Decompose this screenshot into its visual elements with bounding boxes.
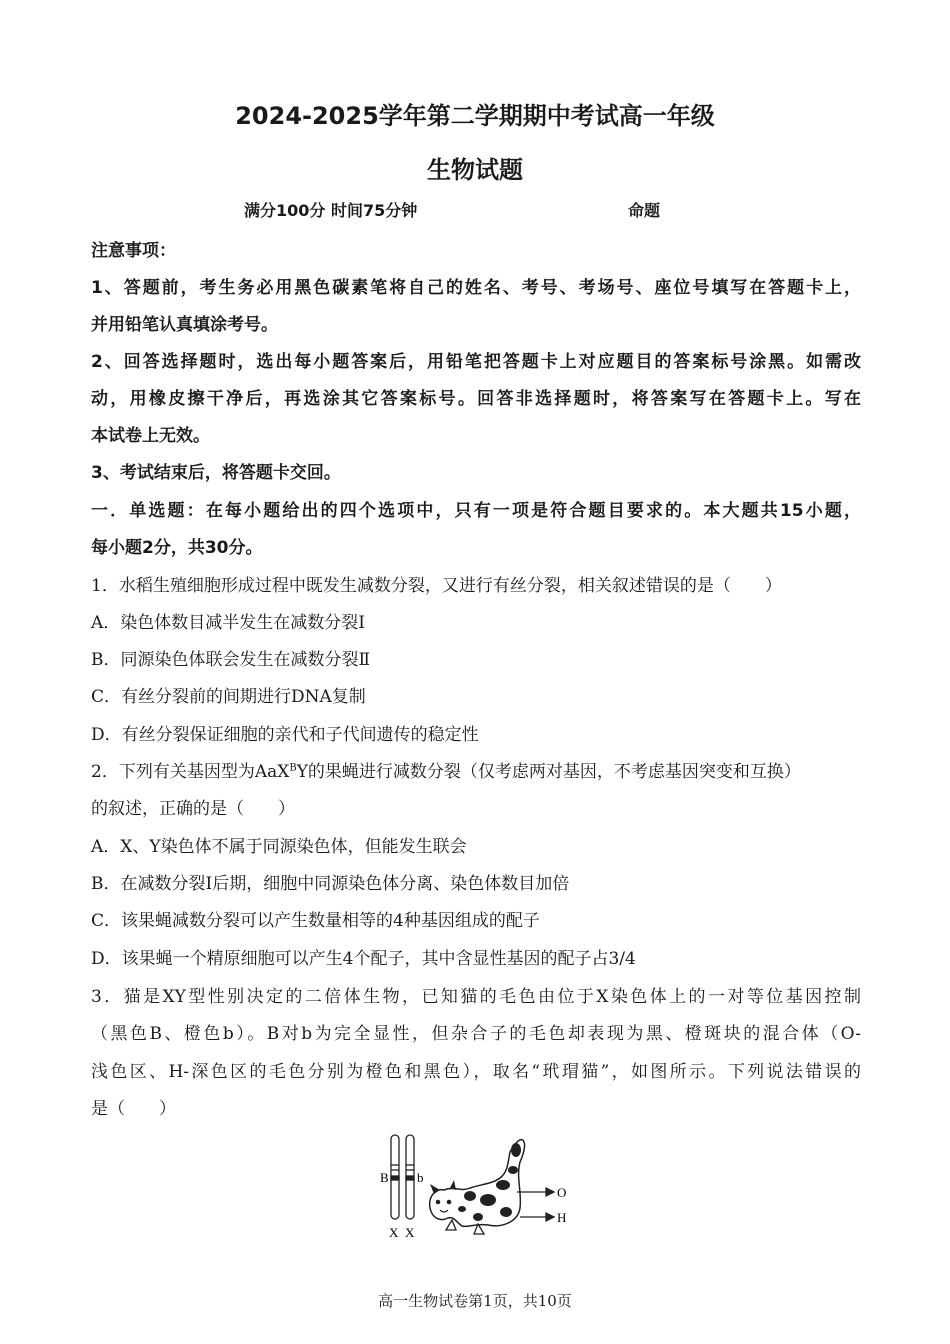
subject-title: 生物试题 [427, 156, 523, 184]
q1-option-b: B．同源染色体联会发生在减数分裂Ⅱ [91, 650, 371, 670]
q1-option-d: D．有丝分裂保证细胞的亲代和子代间遗传的稳定性 [91, 725, 479, 745]
region-label-h: H [557, 1210, 567, 1225]
q1-option-c: C．有丝分裂前的间期进行DNA复制 [91, 687, 366, 707]
score-time: 满分100分 时间75分钟 [244, 201, 418, 220]
calico-cat-figure [370, 1130, 580, 1245]
notice-item-3: 3、考试结束后，将答题卡交回。 [91, 463, 341, 483]
chromosome-label-x1: X [389, 1225, 399, 1240]
notice-heading: 注意事项： [91, 241, 176, 261]
allele-label-b-upper: B [380, 1170, 389, 1185]
q3-stem-cont2: 浅色区、H-深色区的毛色分别为橙色和黑色），取名“玳瑁猫”，如图所示。下列说法错误的 [91, 1062, 861, 1082]
q2-stem [91, 757, 861, 782]
q2-option-d: D．该果蝇一个精原细胞可以产生4个配子，其中含显性基因的配子占3/4 [91, 949, 636, 969]
chromosome-pair [391, 1135, 414, 1219]
q2-option-a: A．X、Y染色体不属于同源染色体，但能发生联会 [91, 837, 467, 857]
cat-illustration [430, 1140, 525, 1234]
q2-stem-pre: 2．下列有关基因型为AaX [91, 762, 290, 782]
q1-stem: 1．水稻生殖细胞形成过程中既发生减数分裂，又进行有丝分裂，相关叙述错误的是（ ） [91, 576, 782, 596]
notice-item-2-cont: 动，用橡皮擦干净后，再选涂其它答案标号。回答非选择题时，将答案写在答题卡上。写在 [91, 389, 861, 409]
chromosome-label-x2: X [405, 1225, 415, 1240]
notice-item-1: 1、答题前，考生务必用黑色碳素笔将自己的姓名、考号、考场号、座位号填写在答题卡上， [91, 278, 861, 298]
region-label-o: O [557, 1185, 567, 1200]
notice-item-2: 2、回答选择题时，选出每小题答案后，用铅笔把答题卡上对应题目的答案标号涂黑。如需改 [91, 352, 861, 372]
notice-item-2-cont2: 本试卷上无效。 [91, 426, 210, 446]
q1-option-a: A．染色体数目减半发生在减数分裂Ⅰ [91, 613, 365, 633]
arrow-h [520, 1213, 554, 1221]
q3-stem-cont: （黑色B、橙色b）。B对b为完全显性，但杂合子的毛色却表现为黑、橙斑块的混合体（O- [91, 1024, 861, 1044]
exam-title: 2024-2025学年第二学期期中考试高一年级 [235, 102, 715, 130]
q3-stem-cont3: 是（ ） [91, 1099, 176, 1119]
q3-stem: 3．猫是XY型性别决定的二倍体生物，已知猫的毛色由位于X染色体上的一对等位基因控制 [91, 987, 861, 1007]
q2-stem-cont: 的叙述，正确的是（ ） [91, 799, 295, 819]
q2-option-c: C．该果蝇减数分裂可以产生数量相等的4种基因组成的配子 [91, 911, 540, 931]
setter-label: 命题 [628, 201, 661, 220]
section-heading-cont: 每小题2分，共30分。 [91, 538, 263, 558]
q2-option-b: B．在减数分裂Ⅰ后期，细胞中同源染色体分离、染色体数目加倍 [91, 874, 570, 894]
arrow-o [517, 1188, 554, 1196]
section-heading: 一．单选题：在每小题给出的四个选项中，只有一项是符合题目要求的。本大题共15小题， [91, 501, 861, 521]
q2-stem-sup: B [289, 762, 297, 774]
notice-item-1-cont: 并用铅笔认真填涂考号。 [91, 315, 278, 335]
q2-stem-post: Y的果蝇进行减数分裂（仅考虑两对基因，不考虑基因突变和互换） [296, 762, 801, 782]
allele-label-b-lower: b [417, 1170, 424, 1185]
page-footer: 高一生物试卷第1页，共10页 [378, 1292, 572, 1310]
